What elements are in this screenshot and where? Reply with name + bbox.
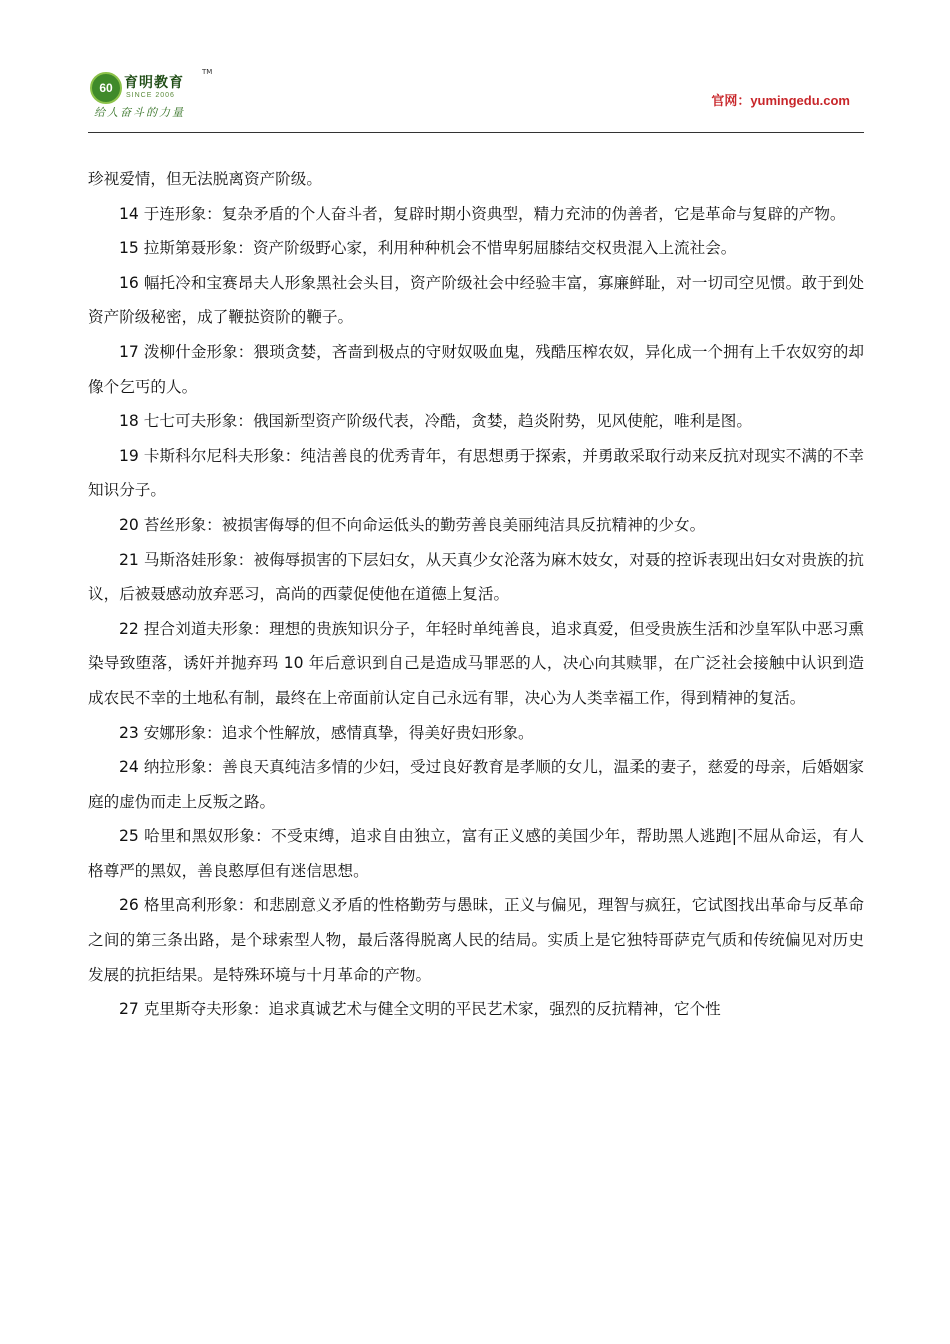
paragraph: 24 纳拉形象：善良天真纯洁多情的少妇，受过良好教育是孝顺的女儿，温柔的妻子，慈爱的母亲，后婚姻家庭的虚伪而走上反叛之路。: [88, 758, 864, 811]
paragraph: 20 苔丝形象：被损害侮辱的但不向命运低头的勤劳善良美丽纯洁具反抗精神的少女。: [119, 515, 706, 534]
document-body: [88, 162, 864, 1027]
page-header: [88, 62, 864, 132]
paragraph: 22 捏合刘道夫形象：理想的贵族知识分子，年轻时单纯善良，追求真爱，但受贵族生活和沙皇军队中恶习熏染导致堕落，诱奸并抛弃玛 10 年后意识到自己是造成马罪恶的人，决心向其赎罪，在广泛社会接触中认识到造成农民不幸的土地私有制，最终在上帝面前认定自己永远有罪，决心为人类幸福工作，得到精神的复活。: [88, 619, 864, 707]
logo-since: SINCE 2006: [126, 92, 175, 99]
header-divider: [88, 132, 864, 133]
official-site-link[interactable]: 官网：yumingedu.com: [711, 93, 850, 108]
paragraph: 21 马斯洛娃形象：被侮辱损害的下层妇女，从天真少女沦落为麻木妓女，对聂的控诉表现出妇女对贵族的抗议，后被聂感动放弃恶习，高尚的西蒙促使他在道德上复活。: [88, 550, 864, 604]
paragraph: 27 克里斯夺夫形象：追求真诚艺术与健全文明的平民艺术家，强烈的反抗精神，它个性: [119, 1000, 721, 1019]
paragraph: 15 拉斯第聂形象：资产阶级野心家，利用种种机会不惜卑躬屈膝结交权贵混入上流社会。: [119, 239, 737, 258]
paragraph: 18 七七可夫形象：俄国新型资产阶级代表，冷酷，贪婪，趋炎附势，见风使舵，唯利是图。: [119, 412, 752, 431]
yuming-logo: [88, 66, 228, 122]
paragraph: 14 于连形象：复杂矛盾的个人奋斗者，复辟时期小资典型，精力充沛的伪善者，它是革命与复辟的产物。: [119, 204, 846, 223]
logo-name: 育明教育: [124, 75, 184, 91]
logo-badge-icon: 60: [90, 72, 122, 104]
logo-slogan: 给人奋斗的力量: [94, 106, 185, 119]
paragraph: 19 卡斯科尔尼科夫形象：纯洁善良的优秀青年，有思想勇于探索，并勇敢采取行动来反抗对现实不满的不幸知识分子。: [88, 446, 864, 500]
paragraph: 25 哈里和黑奴形象：不受束缚，追求自由独立，富有正义感的美国少年，帮助黑人逃跑|不屈从命运，有人格尊严的黑奴，善良憨厚但有迷信思想。: [88, 827, 864, 880]
paragraph: 23 安娜形象：追求个性解放，感情真挚，得美好贵妇形象。: [119, 723, 534, 742]
paragraph: 珍视爱情，但无法脱离资产阶级。: [88, 170, 322, 188]
paragraph: 17 泼柳什金形象：猥琐贪婪，吝啬到极点的守财奴吸血鬼，残酷压榨农奴，异化成一个拥有上千农奴穷的却像个乞丐的人。: [88, 342, 864, 396]
paragraph: 26 格里高利形象：和悲剧意义矛盾的性格勤劳与愚昧，正义与偏见，理智与疯狂，它试图找出革命与反革命之间的第三条出路，是个球索型人物，最后落得脱离人民的结局。实质上是它独特哥萨克气质和传统偏见对历史发展的抗拒结果。是特殊环境与十月革命的产物。: [88, 896, 864, 984]
logo-trademark: TM: [202, 68, 213, 76]
paragraph: 16 幅托冷和宝赛昂夫人形象黑社会头目，资产阶级社会中经验丰富，寡廉鲜耻，对一切司空见惯。敢于到处资产阶级秘密，成了鞭挞资阶的鞭子。: [88, 273, 864, 327]
